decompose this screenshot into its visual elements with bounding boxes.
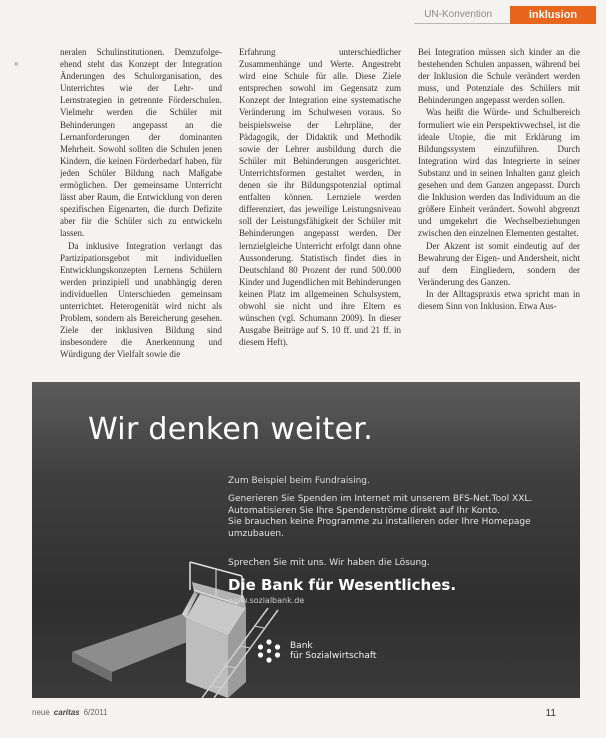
section-label: UN-Konvention (414, 7, 510, 24)
ad-url-link[interactable]: www.sozialbank.de (228, 596, 305, 605)
page-header (414, 6, 596, 24)
ad-body-line: Automatisieren Sie Ihre Spendenströme direkt auf Ihr Konto. (228, 505, 500, 516)
paragraph: neralen Schulinstitutionen. Demzufolge-ehend steht das Konzept der Integration Änderungen des Schulorganisation, des Unterrichtes wie der Lehr- und Lernstrategien in getrennte Förderschulen. Vielmehr werden die Schüler mit Behinderungen angepasst an die Lernanforderungen der dominanten Mehrheit. Sowohl sollten die Schulen jenen Kindern, die keinen Förderbedarf haben, für jeden Schüler Bildung nach Maßgabe ermöglichen. Der gemeinsame Unterricht lässt aber Raum, die Entwicklung von deren spezifischen Eigenarten, die durch Defizite aber für die Schüler sich zu entwickeln lassen. (60, 47, 222, 239)
paragraph: Bei Integration müssen sich kinder an die bestehenden Schulen anpassen, während bei der Inklusion die Schule verändert werden muss, und Potenziale des Schülers mit Behinderungen angepasst werden sollen. (418, 47, 580, 106)
paragraph: Erfahrung unterschiedlicher Zusammenhänge und Werte. Angestrebt wird eine Schule für alle. Diese Ziele entsprechen sowohl im Gegensatz zum Konzept der Integration eine systematische Veränderung im Schulwesen voraus. So beispielsweise der Lehrpläne, der Pädagogik, der Didaktik und Methodik sowie der Lehrer ausbildung durch die Schüler mit Behinderungen ausgerichtet. Unterrichtsformen gestaltet werden, in denen sie ihr Bildungspotenzial optimal entfalten können. Lernziele werden differenziert, das jeweilige Leistungsniveau soll der Leistungsfähigkeit der Schüler mit Behinderungen angepasst werden. Der lernzielgleiche Unterricht erfolgt dann ohne Aussonderung. Statistisch findet dies in Deutschland 80 Prozent der rund 500.000 Kinder und Jugendlichen mit Behinderungen keinen Platz im allgemeinen Schulsystem, obwohl sie nicht und ihre Eltern es wünschen (vgl. Schumann 2009). In dieser Ausgabe Beiträge auf S. 10 ff. und 21 ff. in diesem Heft). (239, 47, 401, 348)
article-column-1 (60, 46, 222, 366)
ad-body-line: Generieren Sie Spenden im Internet mit unserem BFS-Net.Tool XXL. (228, 494, 533, 504)
article-body (60, 46, 580, 366)
bank-logo-line: Bank (290, 640, 313, 651)
paragraph: Der Akzent ist somit eindeutig auf der Bewahrung der Eigen- und Andersheit, nicht auf dem Eingliedern, sondern der Veränderung des Ganzen. (418, 240, 580, 287)
article-column-2 (239, 46, 401, 366)
article-column-3 (418, 46, 580, 366)
publication-name: caritas (53, 708, 80, 717)
page-number: 11 (545, 708, 556, 719)
publication-prefix: neue (32, 708, 50, 717)
paragraph: Da inklusive Integration verlangt das Partizipationsgebot mit individuellen Entwicklungskonzepten Lernens Schülern werden prinzipiell und unabhängig deren individuellen Unterschieden gemeinsam unterrichtet. Heterogenität wird nicht als Problem, sondern als Bereicherung gesehen. Ziele der inklusiven Bildung sind insbesondere die Anerkennung und Würdigung der Vielfalt sowie die (60, 240, 222, 360)
bank-logo (256, 638, 376, 664)
ad-intro: Zum Beispiel beim Fundraising. (228, 476, 370, 486)
ad-body-line: Sie brauchen keine Programme zu installieren oder Ihre Homepage umzubauen. (228, 517, 531, 539)
paragraph: Was heißt die Würde- und Schulbereich formuliert wie ein Perspektivwechsel, ist die ideale Utopie, die mit Erklärung im Bildungssystem einzuführen. Durch Integration wird das Integrierte in seiner Substanz und in seinen Inhalten ganz gleich gesehen und dem Ganzen angepasst. Durch die Inklusion werden das Individuum an die größere Einheit verändert. Sowohl abgrenzt und umgekehrt die Wechselbeziehungen zwischen den einzelnen Elementen gestaltet. (418, 107, 580, 239)
section-tab: inklusion (510, 6, 596, 24)
page-footer (32, 708, 556, 719)
bank-logo-line: für Sozialwirtschaft (290, 651, 377, 661)
bank-logo-icon (256, 638, 282, 664)
bank-logo-text (290, 641, 376, 662)
ad-headline: Wir denken weiter. (88, 412, 374, 447)
footer-publication (32, 708, 111, 719)
advertisement (32, 382, 580, 698)
ad-promise: Sprechen Sie mit uns. Wir haben die Lösung. (228, 558, 430, 568)
issue-number: 6/2011 (83, 708, 108, 717)
paragraph: In der Alltagspraxis etwa spricht man in diesem Sinn von Inklusion. Etwa Aus- (418, 288, 580, 311)
margin-mark: » (14, 59, 19, 68)
ad-tagline: Die Bank für Wesentliches. (228, 576, 457, 594)
ad-body (228, 494, 558, 540)
